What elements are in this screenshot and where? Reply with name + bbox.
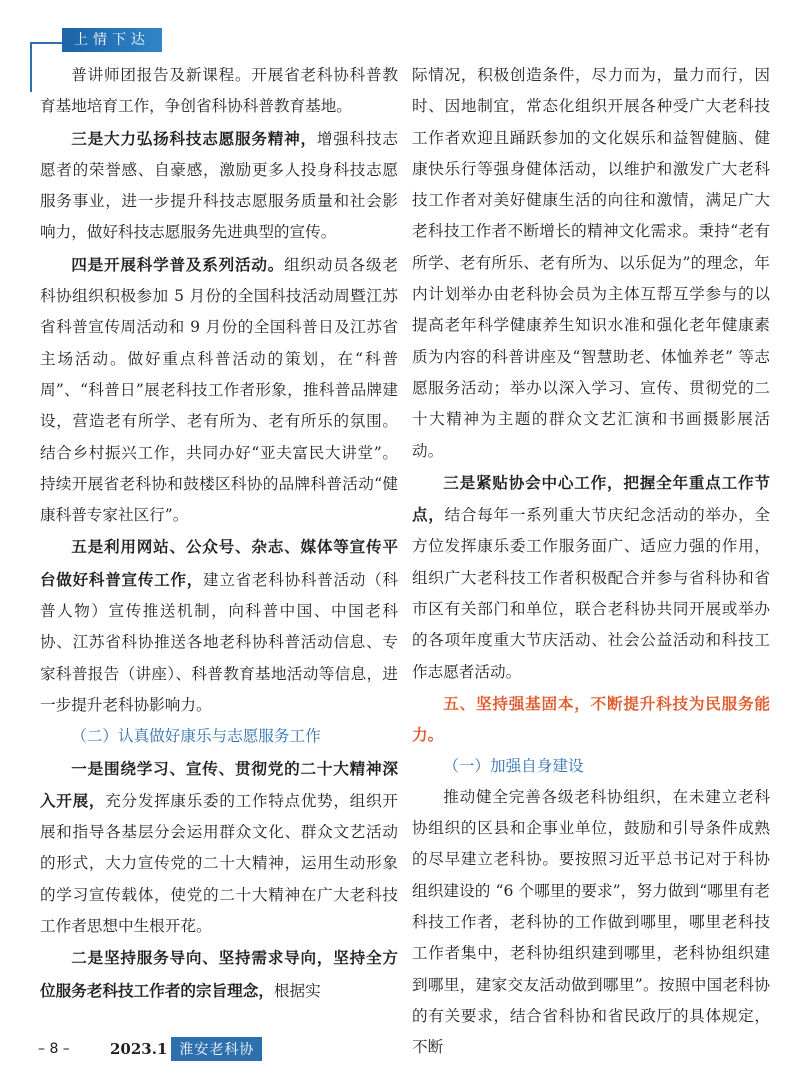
paragraph — [40, 60, 398, 123]
paragraph — [412, 60, 770, 467]
paragraph — [40, 123, 398, 249]
paragraph-text: 推动健全完善各级老科协组织，在未建立老科协组织的区县和企事业单位，鼓励和引导条件成熟的尽早建立老科协。要按照习近平总书记对于科协组织建设的 “6 个哪里的要求”，努力做到“哪里有老科技工作者，老科协的工作做到哪里，哪里老科技工作者集中，老科协组织建到哪里，老科协组织建到哪里，建家交友活动做到哪里”。按照中国老科协的有关要求，结合省科协和省民政厅的具体规定，不断 — [412, 787, 770, 1057]
paragraph — [40, 531, 398, 721]
section-tag: 上情下达 — [62, 28, 162, 52]
paragraph-text: 际情况，积极创造条件，尽力而为，量力而行，因时、因地制宜，常态化组织开展各种受广大老科技工作者欢迎且踊跃参加的文化娱乐和益智健脑、健康快乐行等强身健体活动，以维护和激发广大老科技工作者对美好健康生活的向往和激情，满足广大老科技工作者不断增长的精神文化需求。秉持“老有所学、老有所乐、老有所为、以乐促为”的理念，年内计划举办由老科协会员为主体互帮互学参与的以提高老年科学健康养生知识水准和强化老年健康素质为内容的科普讲座及“智慧助老、体恤养老” 等志愿服务活动；举办以深入学习、宣传、贯彻党的二十大精神为主题的群众文艺汇演和书画摄影展活动。 — [412, 66, 770, 460]
paragraph-text: 充分发挥康乐委的工作特点优势，组织开展和指导各基层分会运用群众文化、群众文艺活动的形式，大力宣传党的二十大精神，运用生动形象的学习宣传载体，使党的二十大精神在广大老科技工作者思想中生根开花。 — [40, 791, 398, 936]
section-heading: 五、坚持强基固本，不断提升科技为民服务能力。 — [412, 693, 770, 745]
subsection-heading: （二）认真做好康乐与志愿服务工作 — [71, 727, 321, 746]
paragraph-lead: 五是利用网站、公众号、杂志、媒体等宣传平台做好科普宣传工作， — [40, 537, 398, 589]
paragraph-lead: 二是坚持服务导向、坚持需求导向，坚持全方位服务老科技工作者的宗旨理念， — [40, 948, 398, 1000]
subsection-heading: （一）加强自身建设 — [443, 756, 584, 775]
paragraph-lead: 三是紧贴协会中心工作，把握全年重点工作节点， — [412, 472, 770, 525]
paragraph-text: 根据实 — [273, 981, 321, 1000]
page-number: – 8 – — [38, 1041, 70, 1057]
right-column — [412, 60, 770, 1064]
paragraph-text: 普讲师团报告及新课程。开展省老科协科普教育基地培育工作，争创省科协科普教育基地。 — [40, 66, 398, 116]
paragraph-text: 结合每年一系列重大节庆纪念活动的举办，全方位发挥康乐委工作服务面广、适应力强的作用，组织广大老科技工作者积极配合并参与省科协和省市区有关部门和单位，联合老科协共同开展或举办的各项年度重大节庆活动、社会公益活动和科技工作志愿者活动。 — [412, 506, 770, 681]
page-footer — [38, 1036, 262, 1062]
left-column — [40, 60, 398, 1007]
paragraph — [412, 782, 770, 1064]
paragraph-lead: 三是大力弘扬科技志愿服务精神， — [71, 128, 317, 148]
paragraph-lead: 一是围绕学习、宣传、贯彻党的二十大精神深入开展， — [40, 758, 398, 810]
magazine-name: 淮安老科协 — [171, 1037, 262, 1061]
paragraph — [40, 249, 398, 532]
paragraph-text: 建立省老科协科普活动（科普人物）宣传推送机制，向科普中国、中国老科协、江苏省科协推送各地老科协科普活动信息、专家科普报告（讲座）、科普教育基地活动等信息，进一步提升老科协影响力。 — [40, 570, 398, 714]
paragraph-lead: 四是开展科学普及系列活动。 — [71, 254, 285, 274]
paragraph — [40, 753, 398, 943]
corner-rule-vertical — [30, 42, 32, 92]
paragraph-text: 组织动员各级老科协组织积极参加 5 月份的全国科技活动周暨江苏省科普宣传周活动和 9 月份的全国科普日及江苏省主场活动。做好重点科普活动的策划，在“科普周”、“科普日”展老科技工作者形象，推科普品牌建设，营造老有所学、老有所为、老有所乐的氛围。结合乡村振兴工作，共同办好“亚夫富民大讲堂”。持续开展省老科协和鼓楼区科协的品牌科普活动“健康科普专家社区行”。 — [40, 255, 398, 525]
issue-label: 2023.1 — [110, 1040, 168, 1058]
paragraph — [412, 467, 770, 688]
paragraph — [40, 942, 398, 1007]
paragraph-text: 增强科技志愿者的荣誉感、自豪感，激励更多人投身科技志愿服务事业，进一步提升科技志愿服务质量和社会影响力，做好科技志愿服务先进典型的宣传。 — [40, 129, 398, 242]
